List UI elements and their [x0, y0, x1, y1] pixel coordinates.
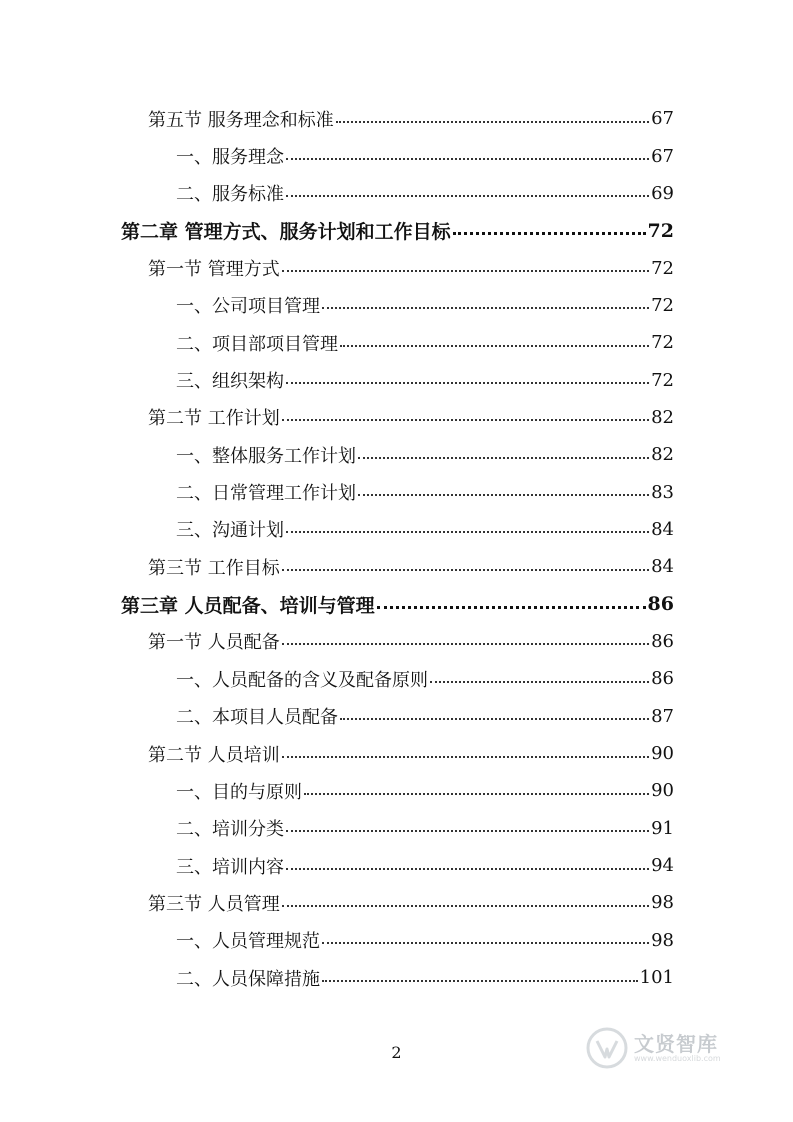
toc-section-entry[interactable] [0, 735, 793, 772]
dot-leader [286, 382, 649, 384]
dot-leader [286, 158, 649, 160]
dot-leader [322, 942, 649, 944]
dot-leader [286, 868, 649, 870]
toc-entry-page: 94 [651, 855, 674, 877]
toc-item-entry[interactable] [0, 810, 793, 847]
toc-entry-page: 83 [651, 481, 674, 503]
toc-entry-page: 72 [651, 369, 674, 391]
toc-section-entry[interactable] [0, 623, 793, 660]
toc-entry-page: 72 [651, 257, 674, 279]
toc-entry-title: 第三节 工作目标 [148, 557, 280, 579]
toc-entry-page: 67 [651, 108, 674, 130]
toc-item-entry[interactable] [0, 436, 793, 473]
toc-entry-page: 82 [651, 444, 674, 466]
dot-leader [340, 718, 649, 720]
toc-entry-page: 90 [651, 743, 674, 765]
toc-entry-title: 第三章 人员配备、培训与管理 [121, 594, 375, 617]
toc-entry-title: 一、整体服务工作计划 [176, 445, 356, 467]
toc-section-entry[interactable] [0, 100, 793, 137]
toc-item-entry[interactable] [0, 473, 793, 510]
toc-item-entry[interactable] [0, 287, 793, 324]
toc-item-entry[interactable] [0, 959, 793, 996]
toc-entry-title: 一、公司项目管理 [176, 296, 320, 318]
toc-entry-page: 87 [651, 705, 674, 727]
toc-entry-title: 第一节 管理方式 [148, 259, 280, 281]
watermark-name: 文贤智库 [634, 1031, 718, 1056]
toc-entry-page: 86 [651, 668, 674, 690]
toc-entry-page: 69 [651, 182, 674, 204]
toc-chapter-entry[interactable] [0, 585, 793, 622]
dot-leader [282, 569, 649, 571]
toc-item-entry[interactable] [0, 137, 793, 174]
toc-item-entry[interactable] [0, 324, 793, 361]
toc-entry-title: 第二章 管理方式、服务计划和工作目标 [121, 221, 451, 244]
dot-leader [286, 531, 649, 533]
dot-leader [304, 793, 649, 795]
watermark-url: www.wenduoxlib.com [634, 1053, 721, 1063]
dot-leader [377, 606, 646, 609]
toc-entry-title: 一、人员配备的含义及配备原则 [176, 669, 428, 691]
dot-leader [282, 419, 649, 421]
toc-entry-page: 67 [651, 145, 674, 167]
dot-leader [322, 980, 638, 982]
toc-entry-page: 86 [651, 630, 674, 652]
toc-entry-title: 三、培训内容 [176, 856, 284, 878]
dot-leader [282, 905, 649, 907]
table-of-contents [0, 100, 793, 996]
toc-entry-title: 二、培训分类 [176, 819, 284, 841]
dot-leader [322, 307, 649, 309]
toc-section-entry[interactable] [0, 399, 793, 436]
toc-entry-page: 98 [651, 892, 674, 914]
dot-leader [340, 345, 649, 347]
toc-section-entry[interactable] [0, 884, 793, 921]
dot-leader [286, 195, 649, 197]
toc-chapter-entry[interactable] [0, 212, 793, 249]
toc-entry-page: 72 [647, 219, 674, 242]
toc-entry-title: 三、沟通计划 [176, 520, 284, 542]
dot-leader [282, 756, 649, 758]
page-number: 2 [391, 1043, 402, 1062]
dot-leader [282, 643, 649, 645]
toc-item-entry[interactable] [0, 660, 793, 697]
dot-leader [430, 681, 649, 683]
dot-leader [336, 121, 649, 123]
toc-entry-page: 82 [651, 406, 674, 428]
watermark-logo-icon [586, 1027, 628, 1069]
toc-entry-title: 二、人员保障措施 [176, 968, 320, 990]
toc-entry-page: 84 [651, 518, 674, 540]
toc-entry-title: 三、组织架构 [176, 371, 284, 393]
toc-entry-page: 72 [651, 332, 674, 354]
toc-entry-page: 101 [639, 967, 674, 989]
toc-item-entry[interactable] [0, 511, 793, 548]
toc-section-entry[interactable] [0, 249, 793, 286]
toc-entry-title: 第二节 人员培训 [148, 744, 280, 766]
toc-item-entry[interactable] [0, 847, 793, 884]
toc-entry-page: 90 [651, 780, 674, 802]
dot-leader [286, 830, 649, 832]
toc-item-entry[interactable] [0, 361, 793, 398]
toc-entry-title: 第五节 服务理念和标准 [148, 109, 334, 131]
dot-leader [282, 270, 649, 272]
toc-entry-title: 第一节 人员配备 [148, 632, 280, 654]
toc-section-entry[interactable] [0, 548, 793, 585]
dot-leader [358, 457, 649, 459]
watermark [586, 1020, 756, 1076]
toc-entry-title: 一、目的与原则 [176, 781, 302, 803]
dot-leader [358, 494, 649, 496]
toc-entry-page: 86 [647, 593, 674, 616]
toc-entry-title: 第二节 工作计划 [148, 408, 280, 430]
toc-entry-title: 二、服务标准 [176, 184, 284, 206]
toc-entry-title: 一、服务理念 [176, 147, 284, 169]
toc-entry-page: 84 [651, 556, 674, 578]
toc-entry-page: 72 [651, 294, 674, 316]
toc-item-entry[interactable] [0, 698, 793, 735]
dot-leader [453, 232, 646, 235]
toc-entry-title: 二、日常管理工作计划 [176, 483, 356, 505]
toc-item-entry[interactable] [0, 772, 793, 809]
toc-entry-page: 98 [651, 929, 674, 951]
toc-entry-title: 一、人员管理规范 [176, 931, 320, 953]
toc-entry-page: 91 [651, 817, 674, 839]
toc-entry-title: 二、项目部项目管理 [176, 333, 338, 355]
toc-entry-title: 第三节 人员管理 [148, 893, 280, 915]
toc-entry-title: 二、本项目人员配备 [176, 707, 338, 729]
toc-item-entry[interactable] [0, 922, 793, 959]
toc-item-entry[interactable] [0, 175, 793, 212]
